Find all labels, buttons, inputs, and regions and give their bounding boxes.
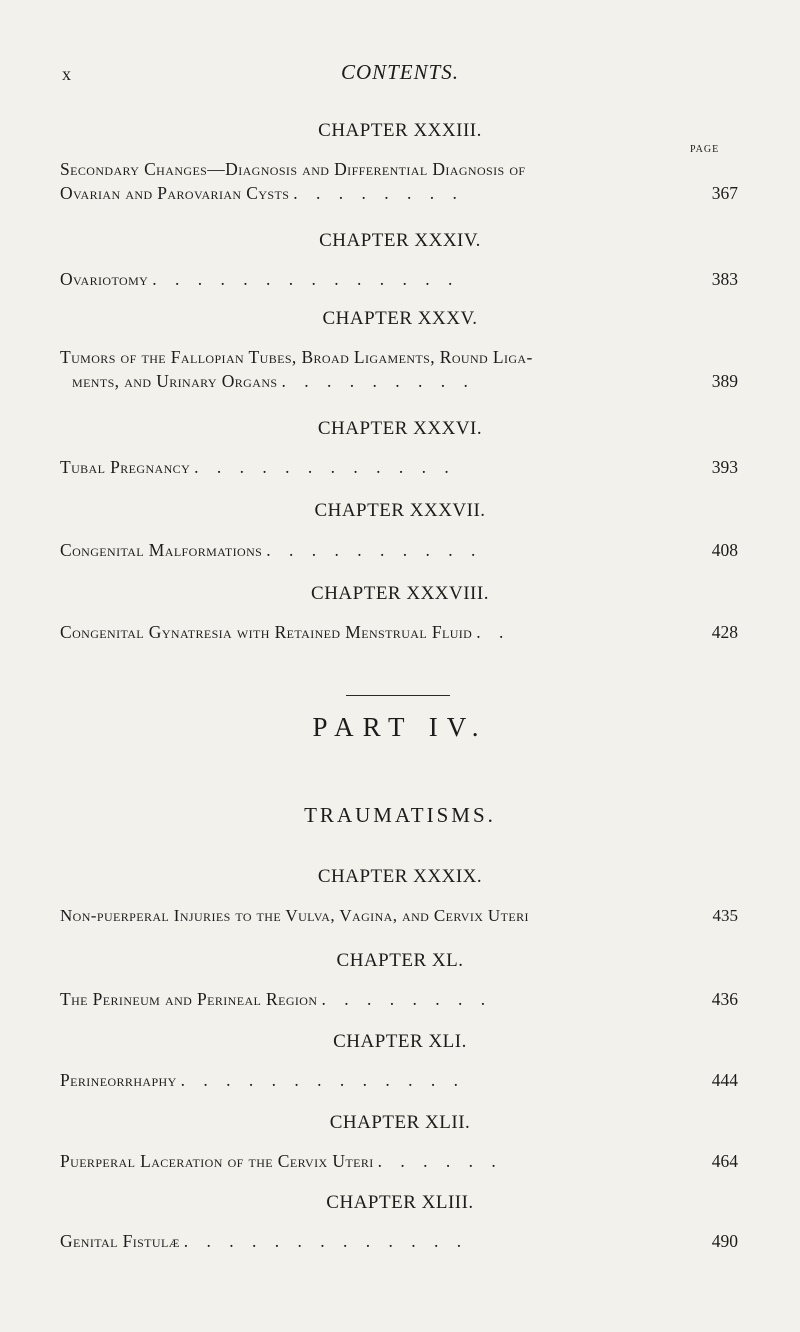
- section-divider: [346, 695, 450, 696]
- entry-title: Congenital Gynatresia with Retained Menstrual Fluid: [60, 622, 473, 642]
- chapter-heading: CHAPTER XXXVII.: [314, 500, 486, 521]
- entry-page: 389: [711, 371, 738, 391]
- entry-title: Tumors of the Fallopian Tubes, Broad Ligaments, Round Liga-: [60, 347, 533, 367]
- part-section-title: TRAUMATISMS.: [304, 803, 496, 827]
- entry-page: 393: [711, 457, 738, 477]
- chapter-heading: CHAPTER XL.: [336, 950, 464, 971]
- entry-page: 428: [711, 622, 738, 642]
- entry-page: 444: [711, 1070, 738, 1090]
- chapter-heading: CHAPTER XXXVIII.: [311, 583, 489, 604]
- toc-entry[interactable]: [60, 1229, 738, 1253]
- entry-title: Genital Fistulæ: [60, 1231, 180, 1251]
- chapter-heading: CHAPTER XLII.: [329, 1112, 471, 1133]
- dot-leader: . . . . . . . .: [321, 989, 493, 1009]
- dot-leader: . . . . . . . . .: [281, 371, 475, 391]
- toc-entry[interactable]: [60, 455, 738, 479]
- entry-title: Non-puerperal Injuries to the Vulva, Vagina, and Cervix Uteri: [60, 906, 529, 925]
- part-heading: PART IV.: [312, 712, 488, 742]
- entry-page: 435: [712, 906, 738, 925]
- chapter-heading: CHAPTER XXXIII.: [318, 120, 482, 141]
- entry-page: 490: [711, 1231, 738, 1251]
- toc-entry[interactable]: [60, 538, 738, 562]
- dot-leader: . . . . . . . . . . . . . .: [152, 269, 460, 289]
- dot-leader: . . . . . . . .: [293, 183, 464, 203]
- toc-entry[interactable]: [60, 157, 738, 205]
- entry-title: Perineorrhaphy: [60, 1070, 177, 1090]
- entry-page: 408: [711, 540, 738, 560]
- entry-title: The Perineum and Perineal Region: [60, 989, 318, 1009]
- page-number: x: [62, 64, 71, 84]
- entry-page: 367: [711, 183, 738, 203]
- dot-leader: . . . . . .: [377, 1151, 503, 1171]
- chapter-heading: CHAPTER XLI.: [333, 1031, 467, 1052]
- entry-page: 436: [711, 989, 738, 1009]
- entry-page: 464: [711, 1151, 738, 1171]
- dot-leader: . . . . . . . . . .: [266, 540, 483, 560]
- entry-title-cont: Ovarian and Parovarian Cysts: [60, 183, 290, 203]
- chapter-heading: CHAPTER XXXVI.: [317, 418, 483, 439]
- chapter-heading: CHAPTER XXXV.: [322, 308, 478, 329]
- entry-title-cont: ments, and Urinary Organs: [72, 371, 278, 391]
- running-head: CONTENTS.: [340, 60, 460, 84]
- toc-entry[interactable]: [60, 1149, 738, 1173]
- dot-leader: . .: [476, 622, 511, 642]
- entry-title: Congenital Malformations: [60, 540, 263, 560]
- chapter-heading: CHAPTER XXXIV.: [319, 230, 481, 251]
- entry-title: Secondary Changes—Diagnosis and Differential Diagnosis of: [60, 159, 526, 179]
- toc-entry[interactable]: [60, 620, 738, 644]
- toc-entry[interactable]: [60, 345, 738, 393]
- entry-title: Puerperal Laceration of the Cervix Uteri: [60, 1151, 374, 1171]
- dot-leader: . . . . . . . . . . . . .: [180, 1070, 466, 1090]
- dot-leader: [529, 904, 708, 928]
- entry-title: Ovariotomy: [60, 269, 149, 289]
- entry-page: 383: [711, 269, 738, 289]
- toc-entry[interactable]: [60, 987, 738, 1011]
- page-column-label: PAGE: [690, 144, 720, 155]
- chapter-heading: CHAPTER XLIII.: [326, 1192, 474, 1213]
- toc-entry[interactable]: [60, 904, 738, 928]
- toc-entry[interactable]: [60, 267, 738, 291]
- toc-entry[interactable]: [60, 1068, 738, 1092]
- dot-leader: . . . . . . . . . . . . .: [183, 1231, 469, 1251]
- entry-title: Tubal Pregnancy: [60, 457, 191, 477]
- dot-leader: . . . . . . . . . . . .: [194, 457, 456, 477]
- chapter-heading: CHAPTER XXXIX.: [317, 866, 483, 887]
